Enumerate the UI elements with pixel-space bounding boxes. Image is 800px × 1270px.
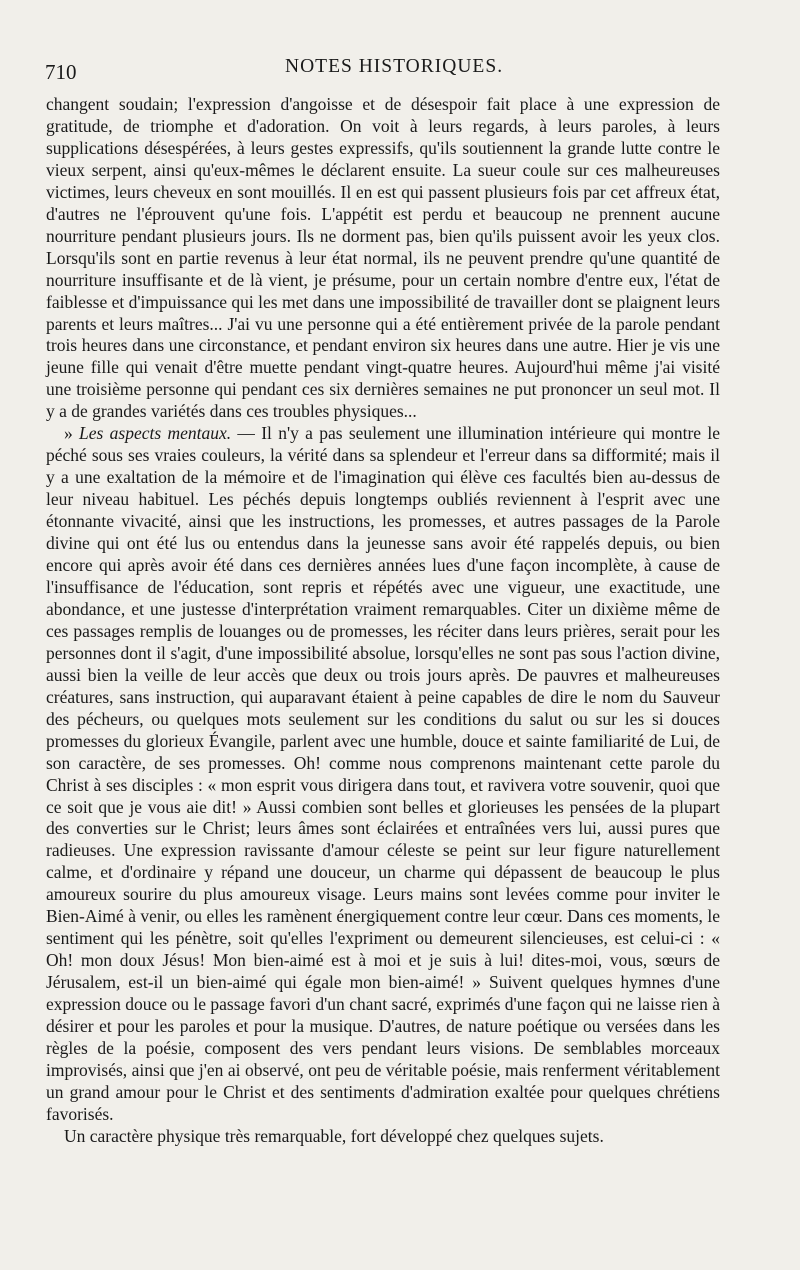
page-header <box>45 56 740 86</box>
paragraph-physical-effects <box>46 94 720 423</box>
quote-mark: » <box>64 423 80 444</box>
page-number: 710 <box>45 60 77 84</box>
paragraph-physical-character <box>46 1126 720 1148</box>
paragraph-text: — Il n'y a pas seulement une illumination intérieure qui montre le péché sous ses vraies couleurs, la vérité dans sa splendeur et l'erreur dans sa difformité; mais il y a une exaltation de la mémoire et de l'imagination qui élève ces facultés bien au-dessus de leur niveau habituel. Les péchés depuis longtemps oubliés reviennent à l'esprit avec une étonnante vivacité, ainsi que les instructions, les promesses, et autres passages de la Parole divine qui ont été lus ou entendus dans la jeunesse sans avoir été rappelés depuis, ou bien encore qui après avoir été dans ces dernières années lues d'une façon incomplète, à cause de l'insuffisance de l'éducation, sont repris et répétés avec une vigueur, une exactitude, une abondance, et une justesse d'interprétation vraiment remarquables. Citer un dixième même de ces passages remplis de louanges ou de promesses, les réciter dans leurs prières, serait pour les personnes dont il s'agit, d'une impossibilité absolue, lorsqu'elles ne sont pas sous l'action divine, aussi bien la veille de leur accès que deux ou trois jours après. De pauvres et malheureuses créatures, sans instruction, qui auparavant étaient à peine capables de dire le nom du Sauveur des pécheurs, ou quelques mots seulement sur les conditions du salut ou sur les si douces promesses du glorieux Évangile, parlent avec une humble, douce et sainte familiarité de Lui, de son caractère, de ses promesses. Oh! comme nous comprenons maintenant cette parole du Christ à ses disciples : « mon esprit vous dirigera dans tout, et ravivera votre souvenir, quoi que ce soit que je vous aie dit! » Aussi combien sont belles et glorieuses les pensées de la plupart des converties sur le Christ; leurs âmes sont éclairées et entraînées vers lui, aussi pures que radieuses. Une expression ravissante d'amour céleste se peint sur leur figure naturellement calme, et d'ordinaire y répand une douceur, un charme qui dépassent de beaucoup le plus amoureux sourire du plus amoureux visage. Leurs mains sont levées comme pour inviter le Bien-Aimé à venir, ou elles les ramènent énergiquement contre leur cœur. Dans ces moments, le sentiment qui les pénètre, soit qu'elles l'expriment ou demeurent silencieuses, est celui-ci : « Oh! mon doux Jésus! Mon bien-aimé est à moi et je suis à lui! dites-moi, vous, sœurs de Jérusalem, est-il un bien-aimé qui égale mon bien-aimé! » Suivent quelques hymnes d'une expression douce ou le passage favori d'un chant sacré, exprimés d'une façon qui ne laisse rien à désirer et pour les paroles et pour la musique. D'autres, de nature poétique ou versées dans les règles de la poésie, composent des vers pendant leurs visions. De semblables morceaux improvisés, ainsi que j'en ai observé, ont peu de véritable poésie, mais renferment véritablement un grand amour pour le Christ et des sentiments d'admiration exaltée pour quelques chrétiens favorisés. <box>46 423 720 1124</box>
body-text <box>46 94 720 1148</box>
paragraph-text: changent soudain; l'expression d'angoisse et de désespoir fait place à une expression de gratitude, de triomphe et d'adoration. On voit à leurs regards, à leurs paroles, à leurs supplications désespérées, à leurs gestes expressifs, qu'ils soutiennent la grande lutte contre le vieux serpent, ainsi qu'eux-mêmes le déclarent ensuite. La sueur coule sur ces malheureuses victimes, leurs cheveux en sont mouillés. Il en est qui passent plusieurs fois par cet affreux état, d'autres ne l'éprouvent qu'une fois. L'appétit est perdu et beaucoup ne prennent aucune nourriture pendant plusieurs jours. Ils ne dorment pas, bien qu'ils puissent avoir les yeux clos. Lorsqu'ils sont en partie revenus à leur état normal, ils ne peuvent prendre qu'une quantité de nourriture insuffisante et de là vient, je présume, pour un certain nombre d'entre eux, l'état de faiblesse et d'impuissance qui les met dans une impossibilité de travailler dont se plaignent leurs parents et leurs maîtres... J'ai vu une personne qui a été entièrement privée de la parole pendant trois heures dans une circonstance, et pendant environ six heures dans une autre. Hier je vis une jeune fille qui venait d'être muette pendant vingt-quatre heures. Aujourd'hui même j'ai visité une troisième personne qui pendant ces six dernières semaines ne put prononcer un seul mot. Il y a de grandes variétés dans ces troubles physiques... <box>46 94 720 422</box>
running-title: NOTES HISTORIQUES. <box>285 56 504 77</box>
paragraph-text: Un caractère physique très remarquable, fort développé chez quelques sujets. <box>64 1125 604 1146</box>
section-heading-italic: Les aspects mentaux. <box>79 423 232 444</box>
paragraph-mental-aspects <box>46 423 720 1126</box>
